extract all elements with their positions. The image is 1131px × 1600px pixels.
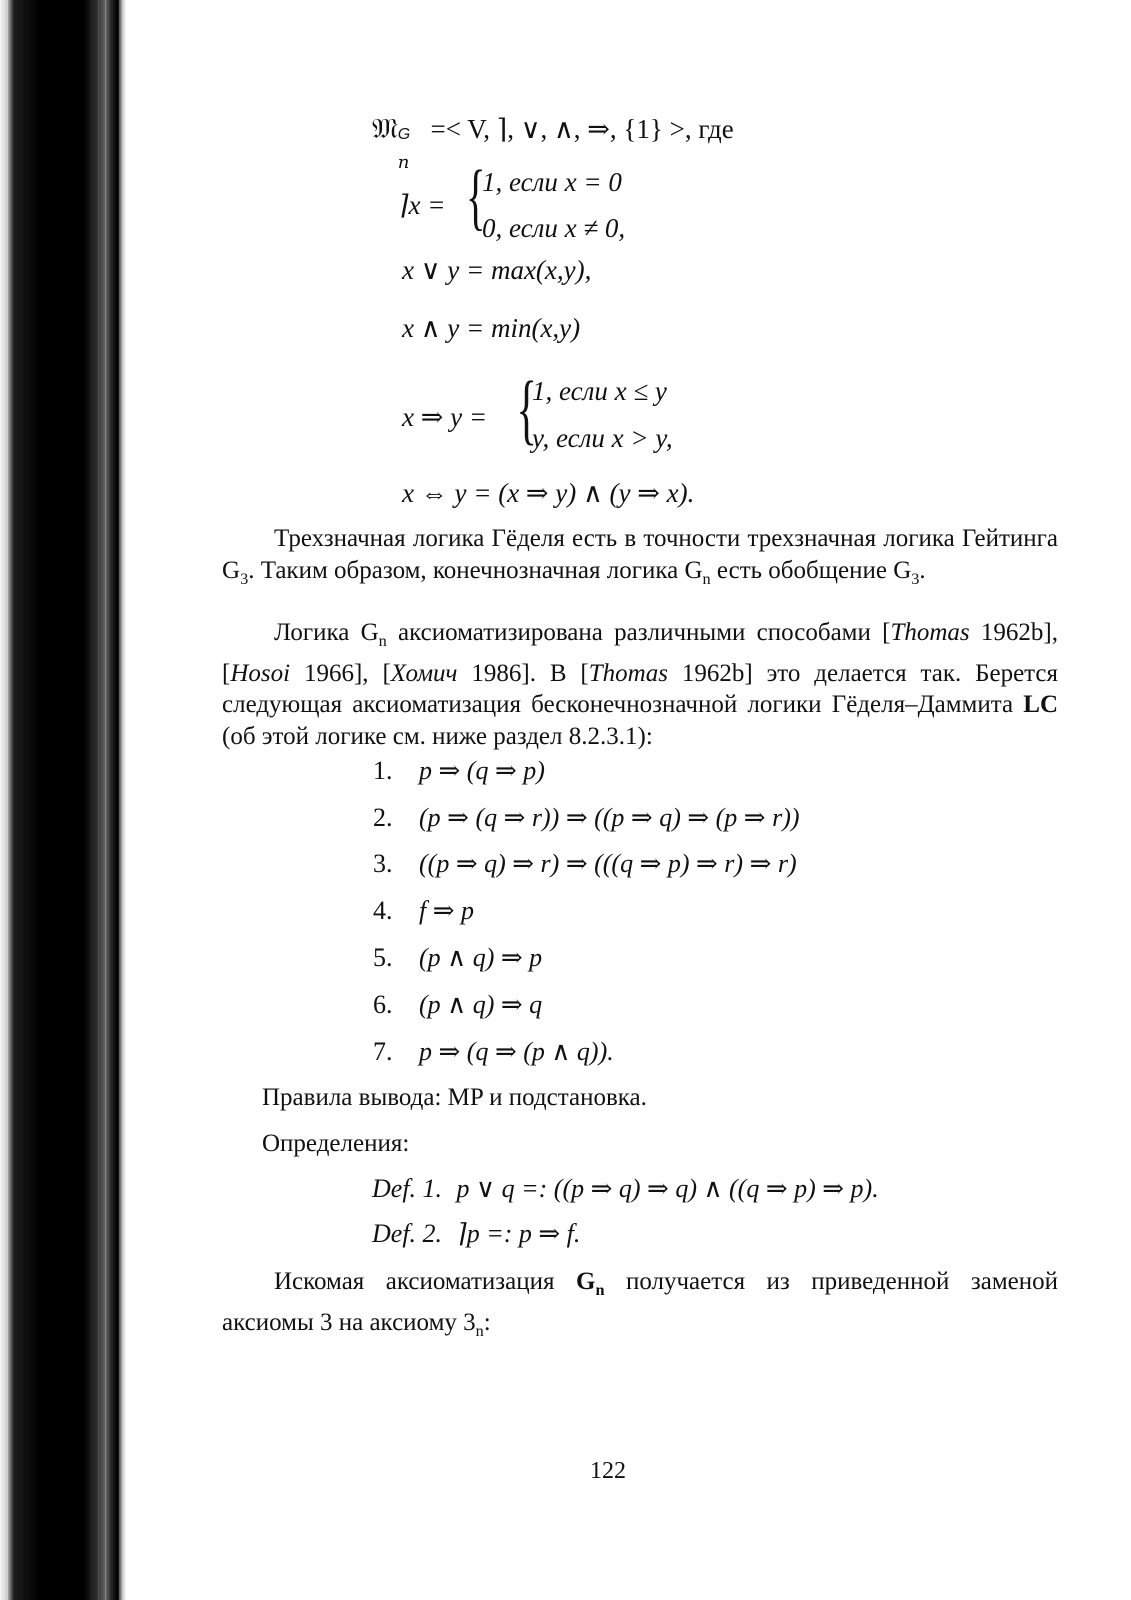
axiom-number: 4. <box>373 896 393 925</box>
paragraph-godel-heyting: Трехзначная логика Гёделя есть в точности трехзначная логика Гейтинга $G_3$. Таким образом, конечнозначная логика $G_n$ есть обобщение $G_3$. <box>222 525 1058 588</box>
axiom-number: 1. <box>373 756 393 785</box>
algebra-definition <box>372 112 734 173</box>
axiom-6 <box>373 990 542 1020</box>
axiom-4 <box>373 896 474 926</box>
axiom-formula: p ⇒ (q ⇒ p) <box>419 756 545 785</box>
disjunction-definition: x ∨ y = max(x,y), <box>402 255 592 285</box>
axiom-formula: (p ⇒ (q ⇒ r)) ⇒ ((p ⇒ q) ⇒ (p ⇒ r)) <box>419 803 800 832</box>
axiom-number: 5. <box>373 943 393 972</box>
axiom-formula: f ⇒ p <box>419 896 475 925</box>
axiom-number: 3. <box>373 849 393 878</box>
paragraph-target-axiomatization: Искомая аксиоматизация $G_n$ получается из приведенной заменой аксиомы 3 на аксиому $3_n$: <box>222 1268 1059 1340</box>
negation-brace: { <box>465 156 486 238</box>
algebra-symbol: 𝔐 G n <box>372 112 411 173</box>
equivalence-definition: x ⇔ y = (x ⇒ y) ∧ (y ⇒ x). <box>402 478 695 508</box>
implication-case-2: y, если x > y, <box>532 423 673 453</box>
definition-2-label: Def. 2. <box>372 1219 443 1248</box>
axiom-number: 2. <box>373 803 393 832</box>
definition-1-label: Def. 1. <box>372 1174 443 1203</box>
paragraph-axiomatization: Логика $G_n$ аксиоматизирована различными способами [Thomas 1962b], [Hosoi 1966], [Хомич 1986]. В [Thomas 1962b] это делается так. Берется следующая аксиоматизация бесконечнозначной логики Гёделя–Даммита LC (об этой логике см. ниже раздел 8.2.3.1): <box>222 619 1058 750</box>
axiom-2 <box>373 803 800 833</box>
axiom-number: 7. <box>373 1037 393 1066</box>
negation-case-2: 0, если x ≠ 0, <box>482 213 626 243</box>
axiom-3 <box>373 849 797 879</box>
axiom-formula: (p ∧ q) ⇒ q <box>419 990 543 1019</box>
algebra-tuple: =< V, ⌉, ∨, ∧, ⇒, {1} >, где <box>430 114 734 144</box>
axiom-7 <box>373 1037 614 1067</box>
inference-rules: Правила вывода: MP и подстановка. <box>262 1084 647 1111</box>
implication-lhs: x ⇒ y = <box>402 402 488 432</box>
axiom-formula: ((p ⇒ q) ⇒ r) ⇒ (((q ⇒ p) ⇒ r) ⇒ r) <box>419 849 797 878</box>
definition-1-formula: p ∨ q =: ((p ⇒ q) ⇒ q) ∧ ((q ⇒ p) ⇒ p). <box>456 1174 879 1203</box>
definitions-label: Определения: <box>262 1130 410 1157</box>
definition-2-formula: ⌉p =: p ⇒ f. <box>456 1219 581 1248</box>
negation-lhs: ⌉x = <box>398 190 446 220</box>
axiom-number: 6. <box>373 990 393 1019</box>
implication-case-1: 1, если x ≤ y <box>532 376 667 406</box>
algebra-sub: n <box>397 152 410 173</box>
conjunction-definition: x ∧ y = min(x,y) <box>402 313 581 343</box>
negation-case-1: 1, если x = 0 <box>482 167 622 197</box>
page-number: 122 <box>590 1458 626 1484</box>
definition-2 <box>372 1219 580 1249</box>
axiom-5 <box>373 943 542 973</box>
definition-1 <box>372 1174 879 1204</box>
implication-brace: { <box>516 365 538 452</box>
axiom-formula: p ⇒ (q ⇒ (p ∧ q)). <box>419 1037 614 1066</box>
axiom-1 <box>373 756 545 786</box>
axiom-formula: (p ∧ q) ⇒ p <box>419 943 543 972</box>
algebra-sup: G <box>397 126 411 143</box>
